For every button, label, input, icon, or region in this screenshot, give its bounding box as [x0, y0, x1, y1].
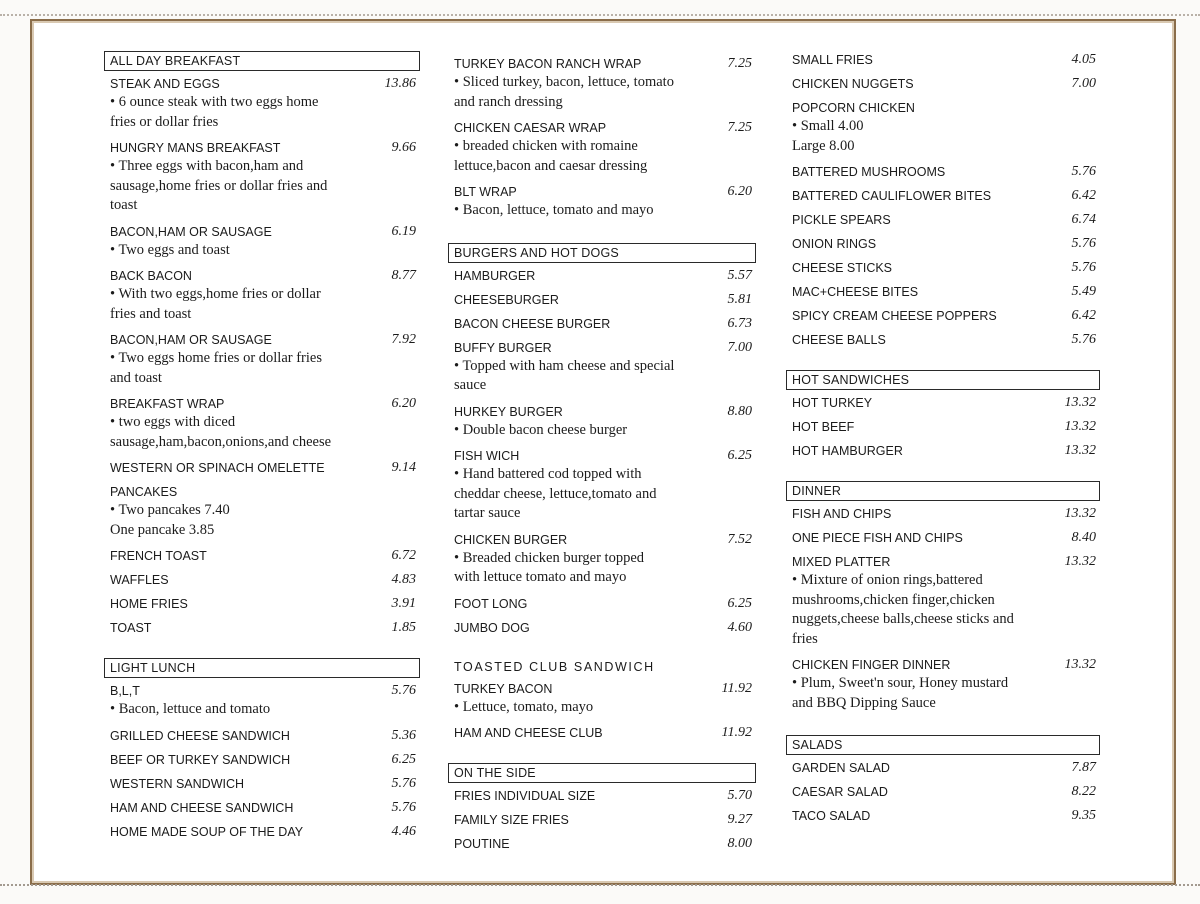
top-dotted-border [0, 2, 1200, 16]
menu-item-description: • Bacon, lettuce, tomato and mayo [454, 202, 654, 218]
menu-item-name: POUTINE [454, 837, 510, 851]
menu-item-name: FAMILY SIZE FRIES [454, 813, 569, 827]
menu-item-price: 7.00 [1071, 76, 1096, 91]
menu-item-price: 5.76 [1071, 236, 1096, 251]
menu-item-name: WESTERN OR SPINACH OMELETTE [110, 461, 325, 475]
menu-item-name: HOT BEEF [792, 420, 855, 434]
menu-item-price: 13.32 [1064, 419, 1096, 434]
menu-item-description: • Double bacon cheese burger [454, 421, 628, 438]
menu-item [786, 308, 1100, 324]
menu-item [448, 268, 756, 284]
menu-item-price: 4.60 [727, 619, 752, 635]
menu-item [104, 800, 420, 816]
section-heading: SALADS [786, 735, 1100, 755]
menu-item [448, 596, 756, 612]
menu-item-price: 7.25 [727, 120, 752, 135]
menu-item-price: 5.76 [1071, 164, 1096, 179]
menu-item-price: 7.25 [727, 56, 752, 71]
menu-item [786, 212, 1100, 228]
menu-item [786, 760, 1100, 776]
menu-item-description: • Lettuce, tomato, mayo [454, 698, 594, 715]
menu-column-2 [448, 56, 756, 860]
menu-section-hot-sandwiches [786, 370, 1100, 459]
menu-item-price: 7.00 [727, 339, 752, 355]
menu-item [786, 657, 1100, 713]
menu-item-name: CHEESE BALLS [792, 333, 886, 347]
menu-item-name: SMALL FRIES [792, 53, 873, 67]
menu-section-toasted-club-sandwich [448, 658, 756, 742]
menu-item [786, 443, 1100, 459]
menu-section [786, 52, 1100, 348]
menu-item-name: CHICKEN CAESAR WRAP [454, 121, 607, 135]
menu-item-description: • Bacon, lettuce and tomato [110, 701, 271, 717]
menu-item-price: 1.85 [391, 620, 416, 635]
menu-item-price: 9.14 [391, 460, 416, 475]
menu-item-name: BATTERED CAULIFLOWER BITES [792, 189, 992, 203]
menu-item [786, 100, 1100, 156]
menu-item-name: BACON CHEESE BURGER [454, 316, 611, 331]
section-spacer [786, 467, 1100, 481]
section-spacer [448, 749, 756, 763]
menu-item [104, 140, 420, 216]
menu-item [786, 784, 1100, 800]
menu-item-price: 13.86 [384, 76, 416, 91]
menu-item [104, 572, 420, 588]
menu-item-price: 8.80 [727, 403, 752, 419]
section-heading: ALL DAY BREAKFAST [104, 51, 420, 71]
section-heading: HOT SANDWICHES [786, 370, 1100, 390]
menu-column-3 [786, 52, 1100, 832]
menu-item [448, 448, 756, 524]
menu-item [104, 224, 420, 261]
menu-item-name: B,L,T [110, 684, 140, 698]
menu-item-price: 11.92 [721, 725, 752, 740]
menu-item-description: • Small 4.00 Large 8.00 [792, 118, 864, 154]
menu-item-name: HUNGRY MANS BREAKFAST [110, 141, 281, 155]
menu-item-name: HAM AND CHEESE CLUB [454, 726, 603, 740]
menu-item [104, 596, 420, 612]
menu-item-name: CHICKEN BURGER [454, 532, 568, 547]
menu-item [786, 164, 1100, 180]
menu-item-price: 6.73 [727, 315, 752, 331]
menu-item-price: 13.32 [1064, 443, 1096, 458]
menu-item [786, 395, 1100, 411]
menu-item-price: 13.32 [1064, 395, 1096, 410]
menu-item-description: • Two pancakes 7.40 One pancake 3.85 [110, 502, 230, 538]
section-heading: TOASTED CLUB SANDWICH [454, 659, 655, 674]
menu-item-name: HAMBURGER [454, 268, 536, 283]
menu-item [448, 340, 756, 396]
section-heading: LIGHT LUNCH [104, 658, 420, 678]
menu-item-price: 6.19 [391, 223, 416, 239]
menu-item-name: FRENCH TOAST [110, 549, 207, 563]
menu-item-price: 9.27 [727, 812, 752, 827]
menu-column-1 [104, 51, 420, 848]
menu-item [786, 52, 1100, 68]
menu-item-description: • two eggs with diced sausage,ham,bacon,onions,and cheese [110, 414, 332, 450]
menu-item-name: POPCORN CHICKEN [792, 101, 915, 115]
menu-item-price: 5.76 [391, 775, 416, 791]
menu-item-name: BUFFY BURGER [454, 340, 552, 355]
menu-item-name: ONION RINGS [792, 237, 877, 251]
menu-item [104, 332, 420, 388]
menu-item-price: 7.92 [391, 332, 416, 347]
menu-item-name: TURKEY BACON RANCH WRAP [454, 57, 642, 71]
menu-item-price: 13.32 [1064, 657, 1096, 672]
menu-item [448, 725, 756, 741]
menu-item-name: STEAK AND EGGS [110, 77, 220, 91]
menu-item-price: 3.91 [391, 596, 416, 611]
menu-item-description: • Mixture of onion rings,battered mushrooms,chicken finger,chicken nuggets,cheese balls,cheese sticks and fries [792, 572, 1014, 647]
menu-item [448, 56, 756, 112]
menu-item-price: 6.25 [727, 448, 752, 463]
menu-item [104, 752, 420, 768]
menu-item-price: 6.25 [727, 595, 752, 611]
menu-item [448, 532, 756, 588]
menu-item-name: HOT TURKEY [792, 396, 873, 410]
menu-item [786, 260, 1100, 276]
bottom-dotted-border [0, 884, 1200, 886]
section-spacer [448, 644, 756, 658]
menu-item [104, 776, 420, 792]
menu-section-all-day-breakfast [104, 51, 420, 636]
menu-item-name: GRILLED CHEESE SANDWICH [110, 728, 290, 743]
menu-item-price: 5.76 [1071, 332, 1096, 347]
menu-section-burgers-and-hot-dogs [448, 243, 756, 636]
menu-item [448, 120, 756, 176]
menu-item-name: BACON,HAM OR SAUSAGE [110, 333, 272, 347]
menu-item [786, 808, 1100, 824]
menu-item [786, 506, 1100, 522]
menu-item [448, 184, 756, 221]
menu-item-name: FISH WICH [454, 449, 520, 463]
menu-item-name: HURKEY BURGER [454, 404, 563, 419]
menu-item-price: 5.76 [1071, 260, 1096, 275]
menu-item-name: PICKLE SPEARS [792, 213, 891, 227]
menu-item [104, 620, 420, 636]
menu-item-name: BEEF OR TURKEY SANDWICH [110, 752, 291, 767]
menu-item [786, 554, 1100, 649]
section-heading: ON THE SIDE [448, 763, 756, 783]
menu-item [786, 332, 1100, 348]
menu-item-price: 9.35 [1071, 808, 1096, 823]
menu-item-price: 5.70 [727, 788, 752, 803]
menu-item [448, 316, 756, 332]
menu-section-on-the-side [448, 763, 756, 852]
menu-item [448, 620, 756, 636]
menu-item-price: 13.32 [1064, 554, 1096, 569]
menu-item-name: GARDEN SALAD [792, 761, 890, 775]
menu-item-price: 7.87 [1071, 760, 1096, 775]
menu-item [104, 683, 420, 720]
menu-item-price: 4.83 [391, 572, 416, 587]
menu-item-name: CHICKEN FINGER DINNER [792, 658, 951, 672]
menu-item-name: WESTERN SANDWICH [110, 776, 245, 791]
menu-item [104, 268, 420, 324]
menu-item-name: CHICKEN NUGGETS [792, 77, 914, 91]
menu-item-name: TOAST [110, 621, 152, 635]
menu-item [786, 530, 1100, 546]
menu-item [786, 76, 1100, 92]
menu-item-description: • Hand battered cod topped with cheddar cheese, lettuce,tomato and tartar sauce [454, 466, 657, 521]
menu-item-name: HOME FRIES [110, 597, 188, 611]
menu-item-price: 6.42 [1071, 188, 1096, 203]
menu-item-description: • breaded chicken with romaine lettuce,bacon and caesar dressing [454, 138, 648, 174]
menu-item [448, 681, 756, 718]
section-heading: BURGERS AND HOT DOGS [448, 243, 756, 263]
menu-item-price: 4.05 [1071, 52, 1096, 67]
menu-item-price: 8.22 [1071, 784, 1096, 799]
menu-item-price: 6.72 [391, 548, 416, 563]
section-spacer [786, 356, 1100, 370]
menu-item [448, 812, 756, 828]
menu-section-dinner [786, 481, 1100, 713]
menu-item [104, 460, 420, 476]
menu-item [448, 292, 756, 308]
menu-section [448, 56, 756, 221]
menu-item-name: ONE PIECE FISH AND CHIPS [792, 531, 963, 545]
menu-item-name: BREAKFAST WRAP [110, 397, 225, 411]
section-heading: DINNER [786, 481, 1100, 501]
menu-item-price: 4.46 [391, 823, 416, 839]
menu-item-price: 7.52 [727, 531, 752, 547]
menu-item-name: CHEESE STICKS [792, 261, 893, 275]
menu-item-description: • Breaded chicken burger topped with lettuce tomato and mayo [454, 549, 645, 585]
menu-item-name: BATTERED MUSHROOMS [792, 165, 946, 179]
menu-item-name: HOT HAMBURGER [792, 444, 903, 458]
menu-item-description: • With two eggs,home fries or dollar fries and toast [110, 286, 321, 322]
menu-item-price: 6.20 [727, 184, 752, 199]
menu-item-name: CHEESEBURGER [454, 292, 559, 307]
menu-section-salads [786, 735, 1100, 824]
menu-item-price: 6.74 [1071, 212, 1096, 227]
menu-item [786, 188, 1100, 204]
menu-item-price: 6.25 [391, 751, 416, 767]
menu-item-price: 8.00 [727, 836, 752, 851]
menu-item-name: CAESAR SALAD [792, 785, 888, 799]
menu-item [448, 836, 756, 852]
menu-section-light-lunch [104, 658, 420, 840]
menu-item-name: TACO SALAD [792, 809, 871, 823]
menu-item-name: HOME MADE SOUP OF THE DAY [110, 824, 304, 839]
menu-item-name: WAFFLES [110, 573, 169, 587]
menu-item-name: SPICY CREAM CHEESE POPPERS [792, 309, 997, 323]
menu-item-name: JUMBO DOG [454, 620, 530, 635]
menu-item [786, 419, 1100, 435]
menu-item-name: HAM AND CHEESE SANDWICH [110, 800, 294, 815]
menu-item-price: 5.57 [727, 267, 752, 283]
menu-item-name: TURKEY BACON [454, 681, 553, 696]
menu-item-description: • Topped with ham cheese and special sauce [454, 357, 675, 393]
menu-item-price: 5.76 [391, 683, 416, 698]
menu-item-description: • Two eggs and toast [110, 241, 230, 258]
menu-item [786, 236, 1100, 252]
menu-item [104, 548, 420, 564]
menu-item-price: 9.66 [391, 140, 416, 155]
menu-item-description: • Plum, Sweet'n sour, Honey mustard and BBQ Dipping Sauce [792, 675, 1009, 711]
menu-item-description: • Two eggs home fries or dollar fries and toast [110, 350, 322, 386]
menu-item-price: 5.81 [727, 291, 752, 307]
menu-item-price: 8.40 [1071, 530, 1096, 545]
menu-item-name: FISH AND CHIPS [792, 507, 892, 521]
menu-item-price: 5.76 [391, 799, 416, 815]
menu-item-name: BLT WRAP [454, 185, 517, 199]
menu-item-price: 5.36 [391, 727, 416, 743]
menu-item-price: 5.49 [1071, 284, 1096, 299]
menu-item-price: 6.42 [1071, 308, 1096, 323]
menu-item-name: FRIES INDIVIDUAL SIZE [454, 789, 596, 803]
menu-item-name: BACK BACON [110, 269, 192, 283]
section-spacer [104, 644, 420, 658]
section-spacer [786, 721, 1100, 735]
menu-item-description: • Three eggs with bacon,ham and sausage,home fries or dollar fries and toast [110, 158, 328, 213]
menu-item [104, 76, 420, 132]
menu-item [786, 284, 1100, 300]
menu-item-price: 13.32 [1064, 506, 1096, 521]
menu-item [448, 788, 756, 804]
menu-item-price: 6.20 [391, 396, 416, 411]
menu-item [104, 484, 420, 540]
menu-item-name: PANCAKES [110, 485, 178, 499]
menu-item [448, 404, 756, 441]
menu-item-name: FOOT LONG [454, 596, 528, 611]
menu-item-description: • 6 ounce steak with two eggs home fries or dollar fries [110, 94, 319, 130]
menu-item-name: BACON,HAM OR SAUSAGE [110, 224, 272, 239]
menu-item-name: MAC+CHEESE BITES [792, 285, 919, 299]
menu-item-price: 11.92 [721, 680, 752, 696]
section-spacer [448, 229, 756, 243]
menu-item-price: 8.77 [391, 268, 416, 283]
menu-item [104, 396, 420, 452]
menu-item [104, 824, 420, 840]
menu-item-description: • Sliced turkey, bacon, lettuce, tomato and ranch dressing [454, 74, 674, 110]
menu-item [104, 728, 420, 744]
menu-item-name: MIXED PLATTER [792, 555, 891, 569]
